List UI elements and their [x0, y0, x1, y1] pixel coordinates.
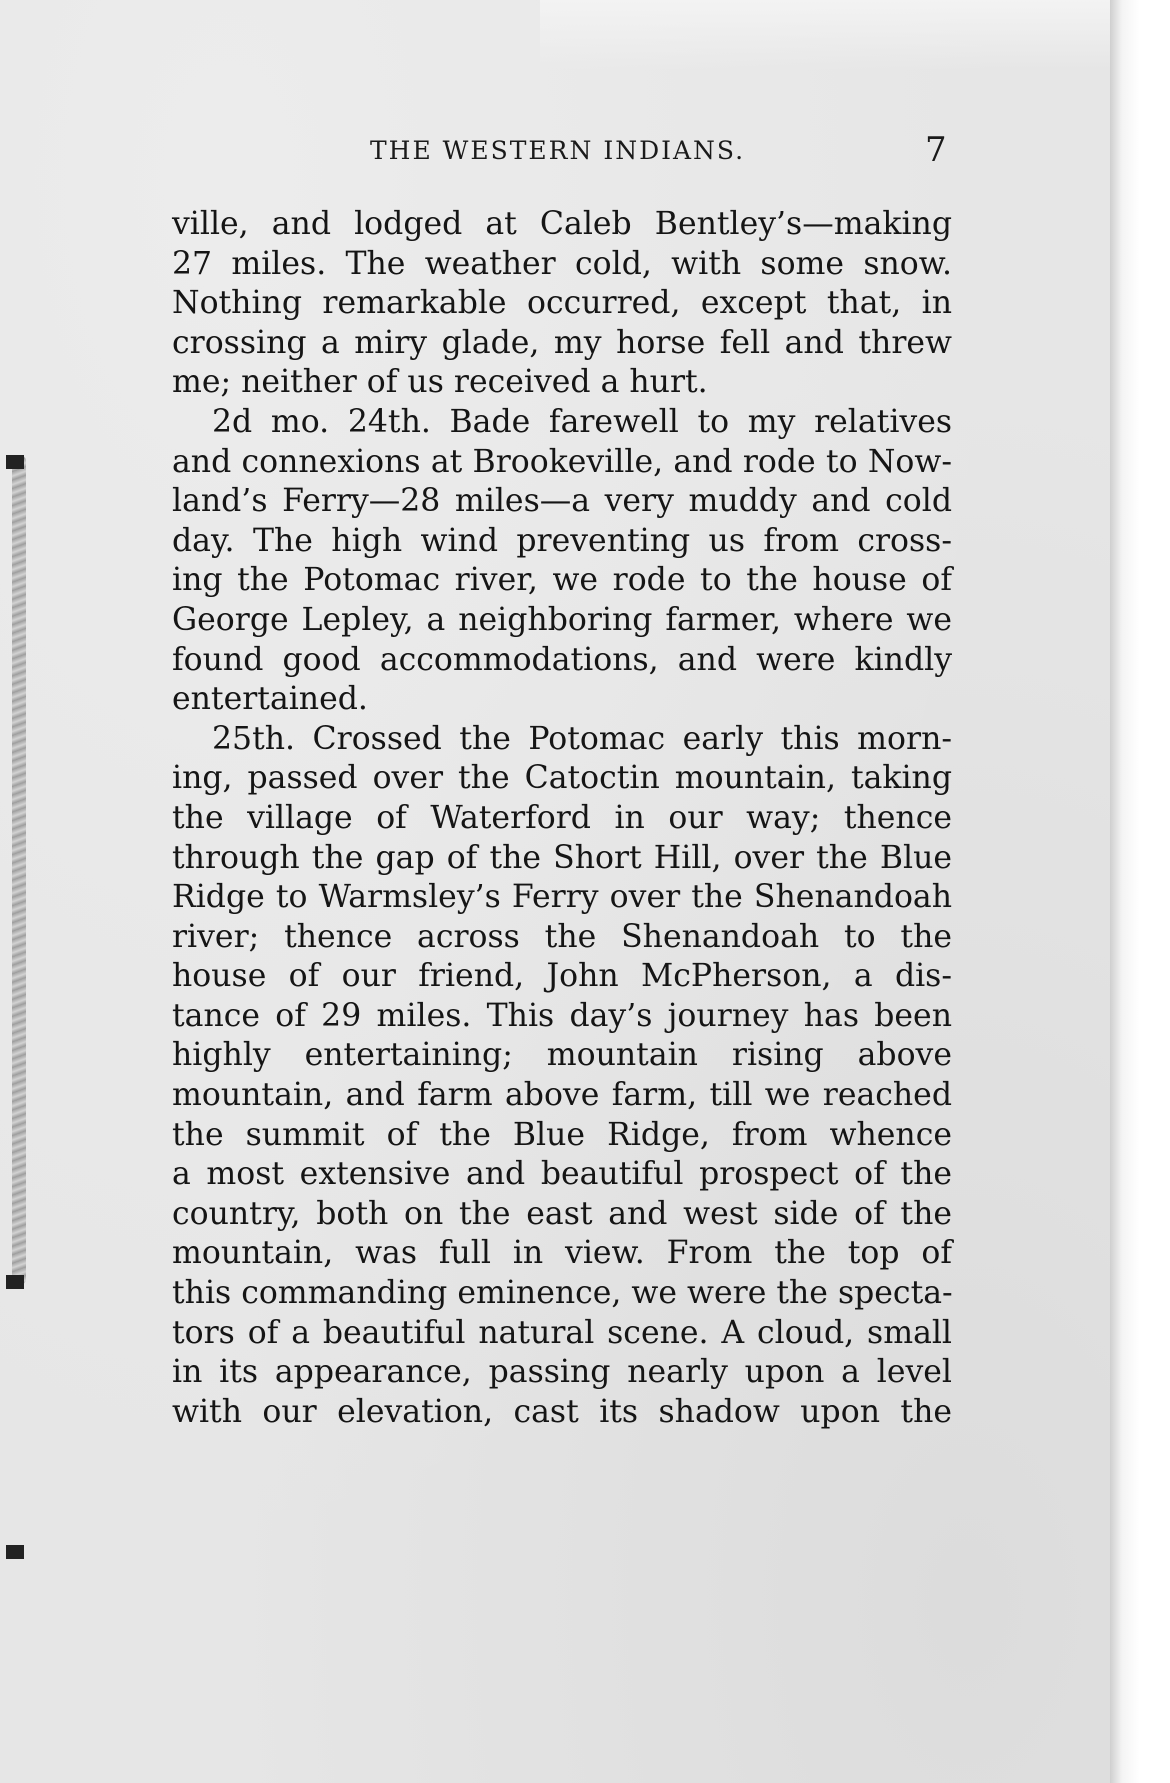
page-number: 7 — [925, 130, 947, 170]
text-line: with our elevation, cast its shadow upon the — [172, 1393, 952, 1430]
text-line: a most extensive and beautiful prospect of the — [172, 1156, 952, 1193]
text-line: entertained. — [172, 681, 368, 718]
text-line: country, both on the east and west side of the — [172, 1195, 952, 1232]
text-line: ville, and lodged at Caleb Bentley’s—making — [172, 206, 952, 242]
text-line: ing the Potomac river, we rode to the house of — [172, 562, 952, 599]
running-head: THE WESTERN INDIANS. — [370, 136, 746, 165]
page-header — [0, 130, 1140, 170]
text-line: house of our friend, John McPherson, a dis- — [172, 958, 952, 995]
text-line: in its appearance, passing nearly upon a level — [172, 1354, 952, 1391]
text-line: tors of a beautiful natural scene. A cloud, small — [172, 1314, 952, 1351]
text-line: Nothing remarkable occurred, except that, in — [172, 285, 952, 322]
binding-knot — [6, 1545, 24, 1559]
text-line: tance of 29 miles. This day’s journey has been — [172, 997, 952, 1034]
text-line: found good accommodations, and were kindly — [172, 641, 952, 678]
body-text — [172, 205, 952, 1432]
text-line: river; thence across the Shenandoah to the — [172, 918, 952, 955]
text-line: day. The high wind preventing us from cross- — [172, 522, 952, 559]
text-line: me; neither of us received a hurt. — [172, 364, 708, 401]
text-line: and connexions at Brookeville, and rode to Now- — [172, 443, 952, 480]
text-line: this commanding eminence, we were the specta- — [172, 1275, 953, 1312]
binding-knot — [6, 1275, 24, 1289]
text-line: crossing a miry glade, my horse fell and threw — [172, 324, 952, 361]
text-line: 25th. Crossed the Potomac early this morn- — [212, 720, 952, 757]
page-wear — [540, 0, 1140, 70]
text-line: 27 miles. The weather cold, with some snow. — [172, 245, 952, 282]
text-line: land’s Ferry—28 miles—a very muddy and cold — [172, 483, 952, 520]
text-line: through the gap of the Short Hill, over the Blue — [172, 839, 952, 876]
text-line: Ridge to Warmsley’s Ferry over the Shenandoah — [172, 879, 952, 916]
text-line: mountain, and farm above farm, till we reached — [172, 1077, 952, 1114]
text-line: highly entertaining; mountain rising above — [172, 1037, 952, 1074]
text-line: 2d mo. 24th. Bade farewell to my relatives — [212, 403, 952, 440]
binding-thread — [12, 455, 26, 1285]
binding-knot — [6, 455, 24, 469]
text-line: mountain, was full in view. From the top of — [172, 1235, 952, 1272]
text-line: ing, passed over the Catoctin mountain, taking — [172, 760, 952, 797]
page-edge — [1110, 0, 1140, 1783]
text-line: the summit of the Blue Ridge, from whence — [172, 1116, 952, 1153]
text-line: George Lepley, a neighboring farmer, where we — [172, 601, 952, 638]
text-line: the village of Waterford in our way; thence — [172, 799, 952, 836]
